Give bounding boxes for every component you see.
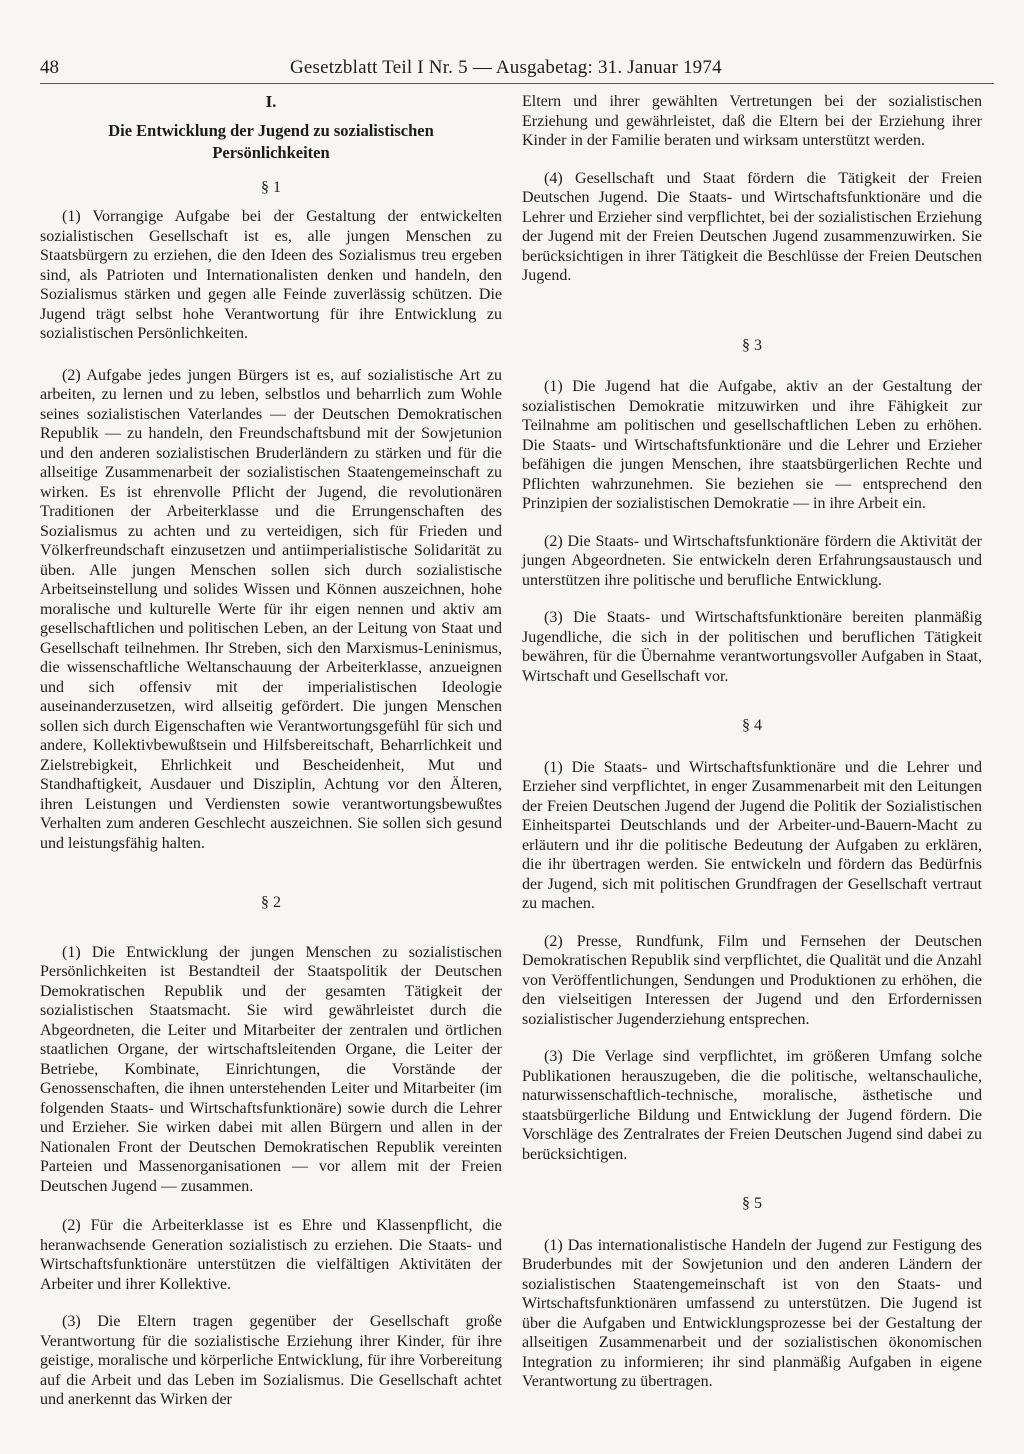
chapter-title-line-2: Persönlichkeiten xyxy=(212,142,330,162)
running-header xyxy=(40,57,994,84)
section-3-paragraph-2: (2) Die Staats- und Wirtschaftsfunktionäre fördern die Aktivität der jungen Abgeordneten. Sie entwickeln deren Erfahrungsaustausch und unterstützen ihre politische und berufliche Entwicklung. xyxy=(522,532,982,589)
running-head-title: Gesetzblatt Teil I Nr. 5 — Ausgabetag: 31. Januar 1974 xyxy=(290,57,722,78)
section-heading-1: § 1 xyxy=(261,178,281,196)
section-heading-4: § 4 xyxy=(742,717,762,734)
section-2-paragraph-3-continued: Eltern und ihrer gewählten Vertretungen bei der sozialistischen Erziehung und gewährleistet, daß die Eltern bei der Erziehung ihrer Kinder in der Familie beraten und wirksam unterstützt werden. xyxy=(522,93,982,149)
section-1-paragraph-2: (2) Aufgabe jedes jungen Bürgers ist es, auf sozialistische Art zu arbeiten, zu lernen und zu leben, selbstlos und beharrlich zum Wohle seines sozialistischen Vaterlandes — der Deutschen Demokratischen Republik — zu handeln, den Freundschaftsbund mit der Sowjetunion und den anderen sozialistischen Bruderländern zu stärken und für die allseitige Zusammenarbeit der sozialistischen Staatengemeinschaft zu wirken. Es ist ehrenvolle Pflicht der Jugend, die revolutionären Traditionen der Arbeiterklasse und die Errungenschaften des Sozialismus zu achten und zu verteidigen, sich für Frieden und Völkerfreundschaft einzusetzen und antiimperialistische Solidarität zu üben. Alle jungen Menschen sollen sich durch sozialistische Arbeitseinstellung und solides Wissen und Können auszeichnen, hohe moralische und kulturelle Werte für ihr eigen nennen und aktiv am gesellschaftlichen und politischen Leben, an der Leitung von Staat und Gesellschaft teilnehmen. Ihr Streben, sich den Marxismus-Leninismus, die wissenschaftliche Weltanschauung der Arbeiterklasse, anzueignen und sich offensiv mit der imperialistischen Ideologie auseinanderzusetzen, wird allseitig gefördert. Die jungen Menschen sollen sich durch Eigenschaften wie Verantwortungsgefühl für sich und andere, Kollektivbewußtsein und Hilfsbereitschaft, Beharrlichkeit und Zielstrebigkeit, Ehrlichkeit und Bescheidenheit, Mut und Standhaftigkeit, Ausdauer und Disziplin, Achtung vor den Älteren, ihren Leistungen und Verdiensten sowie verantwortungsbewußtes Verhalten zum anderen Geschlecht auszeichnen. Sie sollen sich gesund und leistungsfähig halten. xyxy=(40,366,502,852)
right-column xyxy=(522,92,982,1392)
section-1-paragraph-1: (1) Vorrangige Aufgabe bei der Gestaltung der entwickelten sozialistischen Gesellschaft ist es, alle jungen Menschen zu Staatsbürgern zu erziehen, die den Ideen des Sozialismus treu ergeben sind, als Patrioten und Internationalisten denken und handeln, den Sozialismus stärken und gegen alle Feinde zuverlässig schützen. Die Jugend trägt selbst hohe Verantwortung für ihre Entwicklung zu sozialistischen Persönlichkeiten. xyxy=(40,208,502,342)
page-number: 48 xyxy=(40,57,59,78)
chapter-title-line-1: Die Entwicklung der Jugend zu sozialistischen xyxy=(108,120,434,140)
section-4-paragraph-2: (2) Presse, Rundfunk, Film und Fernsehen der Deutschen Demokratischen Republik sind verpflichtet, die Qualität und die Anzahl von Veröffentlichungen, Sendungen und Produktionen zu erhöhen, die den vielseitigen Interessen der Jugend und den Erfordernissen sozialistischer Jugenderziehung entsprechen. xyxy=(522,932,982,1028)
section-3-paragraph-3: (3) Die Staats- und Wirtschaftsfunktionäre bereiten planmäßig Jugendliche, die sich in der politischen und beruflichen Tätigkeit bewähren, für die Übernahme verantwortungsvoller Aufgaben in Staat, Wirtschaft und Gesellschaft vor. xyxy=(522,609,982,685)
section-heading-3: § 3 xyxy=(742,336,762,354)
left-column xyxy=(40,92,502,1410)
section-4-paragraph-1: (1) Die Staats- und Wirtschaftsfunktionäre und die Lehrer und Erzieher sind verpflichtet, in enger Zusammenarbeit mit den Leitungen der Freien Deutschen Jugend der Jugend die Politik der Sozialistischen Einheitspartei Deutschlands und der Arbeiter-und-Bauern-Macht zu erläutern und ihr die politische Bedeutung der Aufgaben zu erklären, die ihr übertragen werden. Sie entwickeln und fördern das Bedürfnis der Jugend, sich mit politischen Grundfragen der Gesellschaft vertraut zu machen. xyxy=(522,758,982,912)
section-2-paragraph-2: (2) Für die Arbeiterklasse ist es Ehre und Klassenpflicht, die heranwachsende Generation sozialistisch zu erziehen. Die Staats- und Wirtschaftsfunktionäre unterstützen die vielfältigen Aktivitäten der Arbeiter und ihrer Kollektive. xyxy=(40,1217,502,1293)
chapter-title xyxy=(40,120,502,164)
section-heading-2: § 2 xyxy=(261,894,281,911)
section-3-paragraph-1: (1) Die Jugend hat die Aufgabe, aktiv an der Gestaltung der sozialistischen Demokratie mitzuwirken und ihre Fähigkeit zur Teilnahme am politischen und gesellschaftlichen Leben zu erhöhen. Die Staats- und Wirtschaftsfunktionäre und die Lehrer und Erzieher befähigen die jungen Menschen, ihre staatsbürgerlichen Rechte und Pflichten wahrzunehmen. Sie beziehen sie — entsprechend den Prinzipien der sozialistischen Demokratie — in ihre Arbeit ein. xyxy=(522,378,982,512)
section-4-paragraph-3: (3) Die Verlage sind verpflichtet, im größeren Umfang solche Publikationen herauszugeben, die die politische, weltanschauliche, naturwissenschaftlich-technische, moralische, ästhetische und staatsbürgerliche Bildung und Entwicklung der Jugend fördern. Die Vorschläge des Zentralrates der Freien Deutschen Jugend sind dabei zu berücksichtigen. xyxy=(522,1048,982,1163)
section-2-paragraph-4: (4) Gesellschaft und Staat fördern die Tätigkeit der Freien Deutschen Jugend. Die Staats- und Wirtschaftsfunktionäre und die Lehrer und Erzieher sind verpflichtet, bei der sozialistischen Erziehung der Jugend mit der Freien Deutschen Jugend zusammenzuwirken. Sie berücksichtigen in ihrer Tätigkeit die Beschlüsse der Freien Deutschen Jugend. xyxy=(522,169,982,284)
section-heading-5: § 5 xyxy=(742,1195,762,1212)
chapter-number: I. xyxy=(265,92,277,111)
section-2-paragraph-1: (1) Die Entwicklung der jungen Menschen zu sozialistischen Persönlichkeiten ist Bestandteil der Staatspolitik der Deutschen Demokratischen Republik und der gesamten Tätigkeit der sozialistischen Staatsmacht. Sie wird gewährleistet durch die Abgeordneten, die Leiter und Mitarbeiter der zentralen und örtlichen staatlichen Organe, der wirtschaftsleitenden Organe, die Leiter der Betriebe, Kombinate, Einrichtungen, die Vorstände der Genossenschaften, die ihnen unterstehenden Leiter und Mitarbeiter (im folgenden Staats- und Wirtschaftsfunktionäre) sowie durch die Lehrer und Erzieher. Sie wirken dabei mit allen Bürgern und allen in der Nationalen Front der Deutschen Demokratischen Republik vereinten Parteien und Massenorganisationen — vor allem mit der Freien Deutschen Jugend — zusammen. xyxy=(40,943,502,1195)
section-2-paragraph-3: (3) Die Eltern tragen gegenüber der Gesellschaft große Verantwortung für die sozialistische Erziehung ihrer Kinder, für ihre geistige, moralische und körperliche Entwicklung, für ihre Vorbereitung auf die Arbeit und das Leben im Sozialismus. Die Gesellschaft achtet und anerkennt das Wirken der xyxy=(40,1313,502,1408)
section-5-paragraph-1: (1) Das internationalistische Handeln der Jugend zur Festigung des Bruderbundes mit der Sowjetunion und den anderen Ländern der sozialistischen Staatengemeinschaft ist von den Staats- und Wirtschaftsfunktionären umfassend zu unterstützen. Die Jugend ist über die Aufgaben und Entwicklungsprozesse bei der Gestaltung der allseitigen Zusammenarbeit und der sozialistischen ökonomischen Integration zu informieren; ihr sind planmäßig Aufgaben in eigene Verantwortung zu übertragen. xyxy=(522,1236,982,1390)
